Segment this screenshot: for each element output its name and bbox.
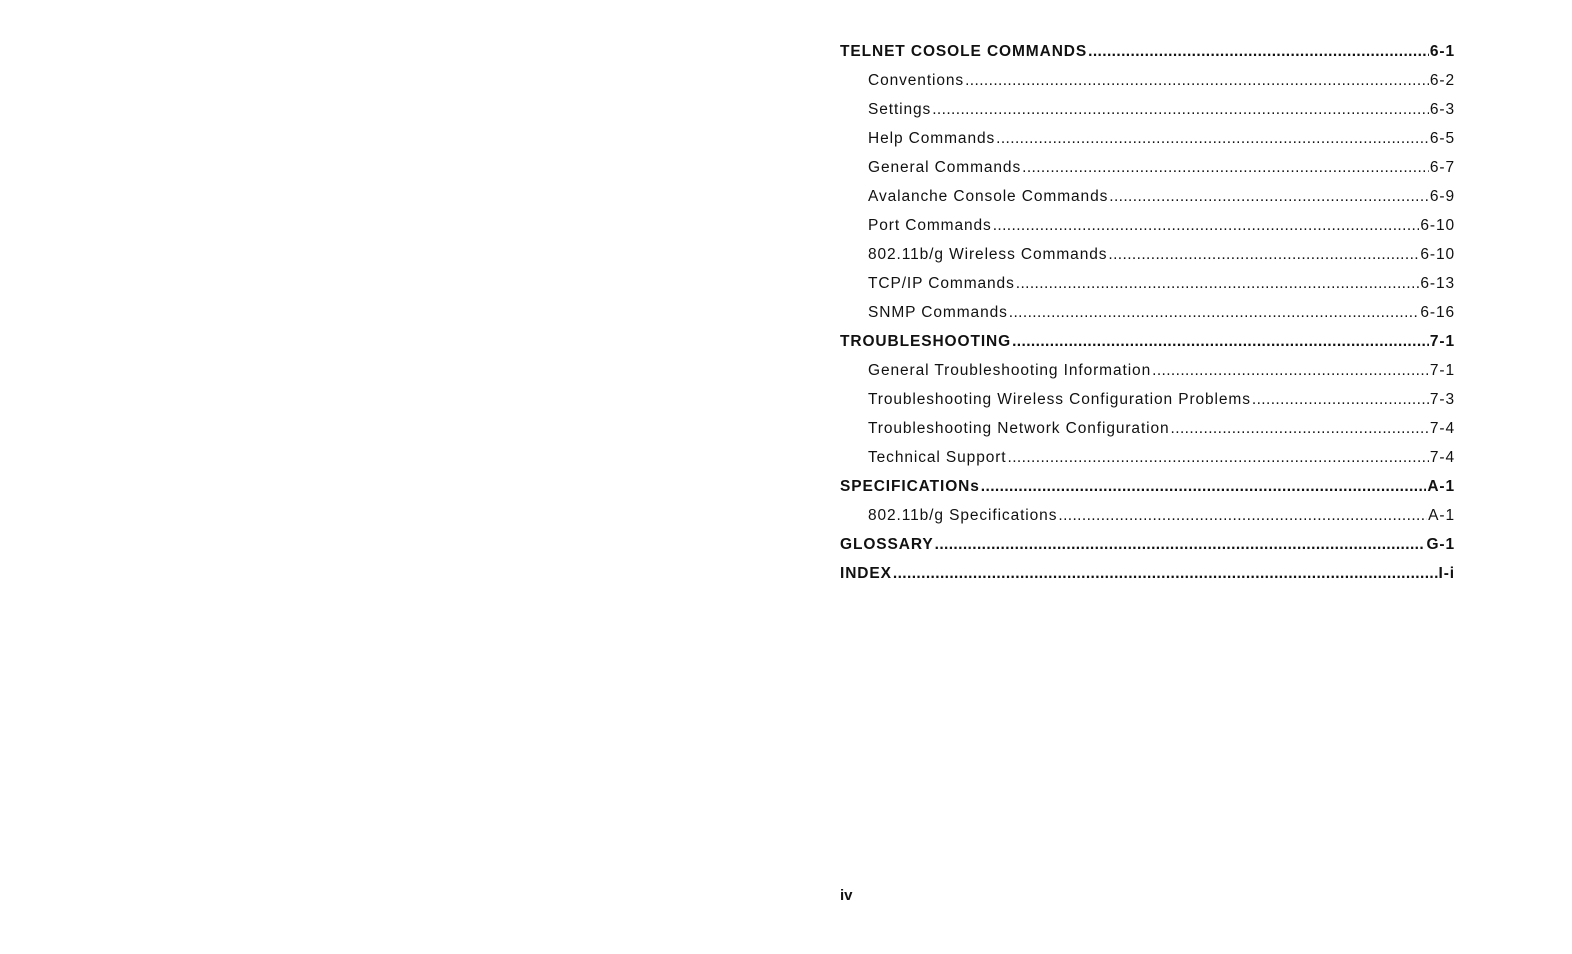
toc-entry-title: General Commands bbox=[868, 159, 1022, 176]
toc-entry-page: I-i bbox=[1438, 565, 1455, 582]
toc-dot-leader bbox=[1108, 246, 1419, 264]
toc-entry-title: Conventions bbox=[868, 72, 965, 89]
toc-entry-page: 6-7 bbox=[1429, 159, 1455, 176]
toc-dot-leader bbox=[1088, 43, 1429, 61]
toc-entry-page: 6-3 bbox=[1429, 101, 1455, 118]
toc-dot-leader bbox=[893, 565, 1438, 583]
toc-entry-title: Technical Support bbox=[868, 449, 1007, 466]
toc-entry-title: Troubleshooting Network Configuration bbox=[868, 420, 1170, 437]
toc-entry-page: 6-16 bbox=[1420, 304, 1455, 321]
toc-entry-title: 802.11b/g Specifications bbox=[868, 507, 1058, 524]
toc-entry-page: A-1 bbox=[1428, 507, 1455, 524]
toc-entry-page: 6-2 bbox=[1429, 72, 1455, 89]
toc-dot-leader bbox=[1009, 304, 1420, 322]
toc-entry[interactable] bbox=[840, 101, 1455, 130]
toc-entry-page: 7-3 bbox=[1429, 391, 1455, 408]
toc-entry-page: 6-10 bbox=[1420, 217, 1455, 234]
toc-entry[interactable] bbox=[840, 391, 1455, 420]
toc-entry-page: 7-4 bbox=[1429, 449, 1455, 466]
toc-dot-leader bbox=[935, 536, 1426, 554]
toc-entry[interactable] bbox=[840, 130, 1455, 159]
toc-entry-page: G-1 bbox=[1426, 536, 1455, 553]
toc-entry[interactable] bbox=[840, 536, 1455, 565]
toc-entry[interactable] bbox=[840, 449, 1455, 478]
toc-entry[interactable] bbox=[840, 43, 1455, 72]
toc-entry-title: SNMP Commands bbox=[868, 304, 1008, 321]
toc-entry-title: GLOSSARY bbox=[840, 536, 934, 553]
toc-entry[interactable] bbox=[840, 188, 1455, 217]
toc-dot-leader bbox=[1012, 333, 1429, 351]
toc-entry[interactable] bbox=[840, 275, 1455, 304]
toc-dot-leader bbox=[1109, 188, 1429, 206]
toc-dot-leader bbox=[1016, 275, 1420, 293]
toc-entry-title: 802.11b/g Wireless Commands bbox=[868, 246, 1108, 263]
toc-entry[interactable] bbox=[840, 217, 1455, 246]
toc-entry-page: 7-4 bbox=[1429, 420, 1455, 437]
toc-entry[interactable] bbox=[840, 333, 1455, 362]
toc-entry-title: Port Commands bbox=[868, 217, 992, 234]
toc-entry[interactable] bbox=[840, 565, 1455, 594]
toc-dot-leader bbox=[981, 478, 1427, 496]
toc-dot-leader bbox=[1252, 391, 1429, 409]
toc-entry-title: TCP/IP Commands bbox=[868, 275, 1015, 292]
toc-entry-title: TROUBLESHOOTING bbox=[840, 333, 1012, 350]
toc-entry-page: 6-5 bbox=[1429, 130, 1455, 147]
toc-entry-title: Troubleshooting Wireless Configuration Problems bbox=[868, 391, 1251, 408]
toc-entry-page: 7-1 bbox=[1429, 362, 1455, 379]
toc-dot-leader bbox=[965, 72, 1429, 90]
toc-entry[interactable] bbox=[840, 246, 1455, 275]
toc-entry-title: General Troubleshooting Information bbox=[868, 362, 1152, 379]
toc-entry[interactable] bbox=[840, 507, 1455, 536]
toc-entry[interactable] bbox=[840, 362, 1455, 391]
toc-entry-page: 7-1 bbox=[1429, 333, 1455, 350]
toc-entry[interactable] bbox=[840, 72, 1455, 101]
toc-entry[interactable] bbox=[840, 159, 1455, 188]
toc-entry-page: 6-10 bbox=[1420, 246, 1455, 263]
toc-entry[interactable] bbox=[840, 478, 1455, 507]
toc-entry-page: 6-13 bbox=[1420, 275, 1455, 292]
page-number: iv bbox=[840, 887, 853, 904]
toc-dot-leader bbox=[1058, 507, 1427, 525]
toc-dot-leader bbox=[1171, 420, 1429, 438]
toc-entry-page: 6-1 bbox=[1429, 43, 1455, 60]
toc-entry-title: INDEX bbox=[840, 565, 892, 582]
toc-entry-page: A-1 bbox=[1427, 478, 1455, 495]
toc-entry-title: Avalanche Console Commands bbox=[868, 188, 1109, 205]
toc-dot-leader bbox=[932, 101, 1429, 119]
toc-dot-leader bbox=[993, 217, 1420, 235]
toc-dot-leader bbox=[1008, 449, 1429, 467]
toc-dot-leader bbox=[996, 130, 1429, 148]
toc-dot-leader bbox=[1152, 362, 1429, 380]
toc-entry[interactable] bbox=[840, 304, 1455, 333]
toc-entry-title: SPECIFICATIONs bbox=[840, 478, 980, 495]
toc-entry-title: Settings bbox=[868, 101, 932, 118]
toc-entry-page: 6-9 bbox=[1429, 188, 1455, 205]
toc-dot-leader bbox=[1022, 159, 1429, 177]
toc-entry-title: Help Commands bbox=[868, 130, 996, 147]
toc-entry-title: TELNET COSOLE COMMANDS bbox=[840, 43, 1088, 60]
toc-entry[interactable] bbox=[840, 420, 1455, 449]
table-of-contents bbox=[840, 43, 1455, 594]
